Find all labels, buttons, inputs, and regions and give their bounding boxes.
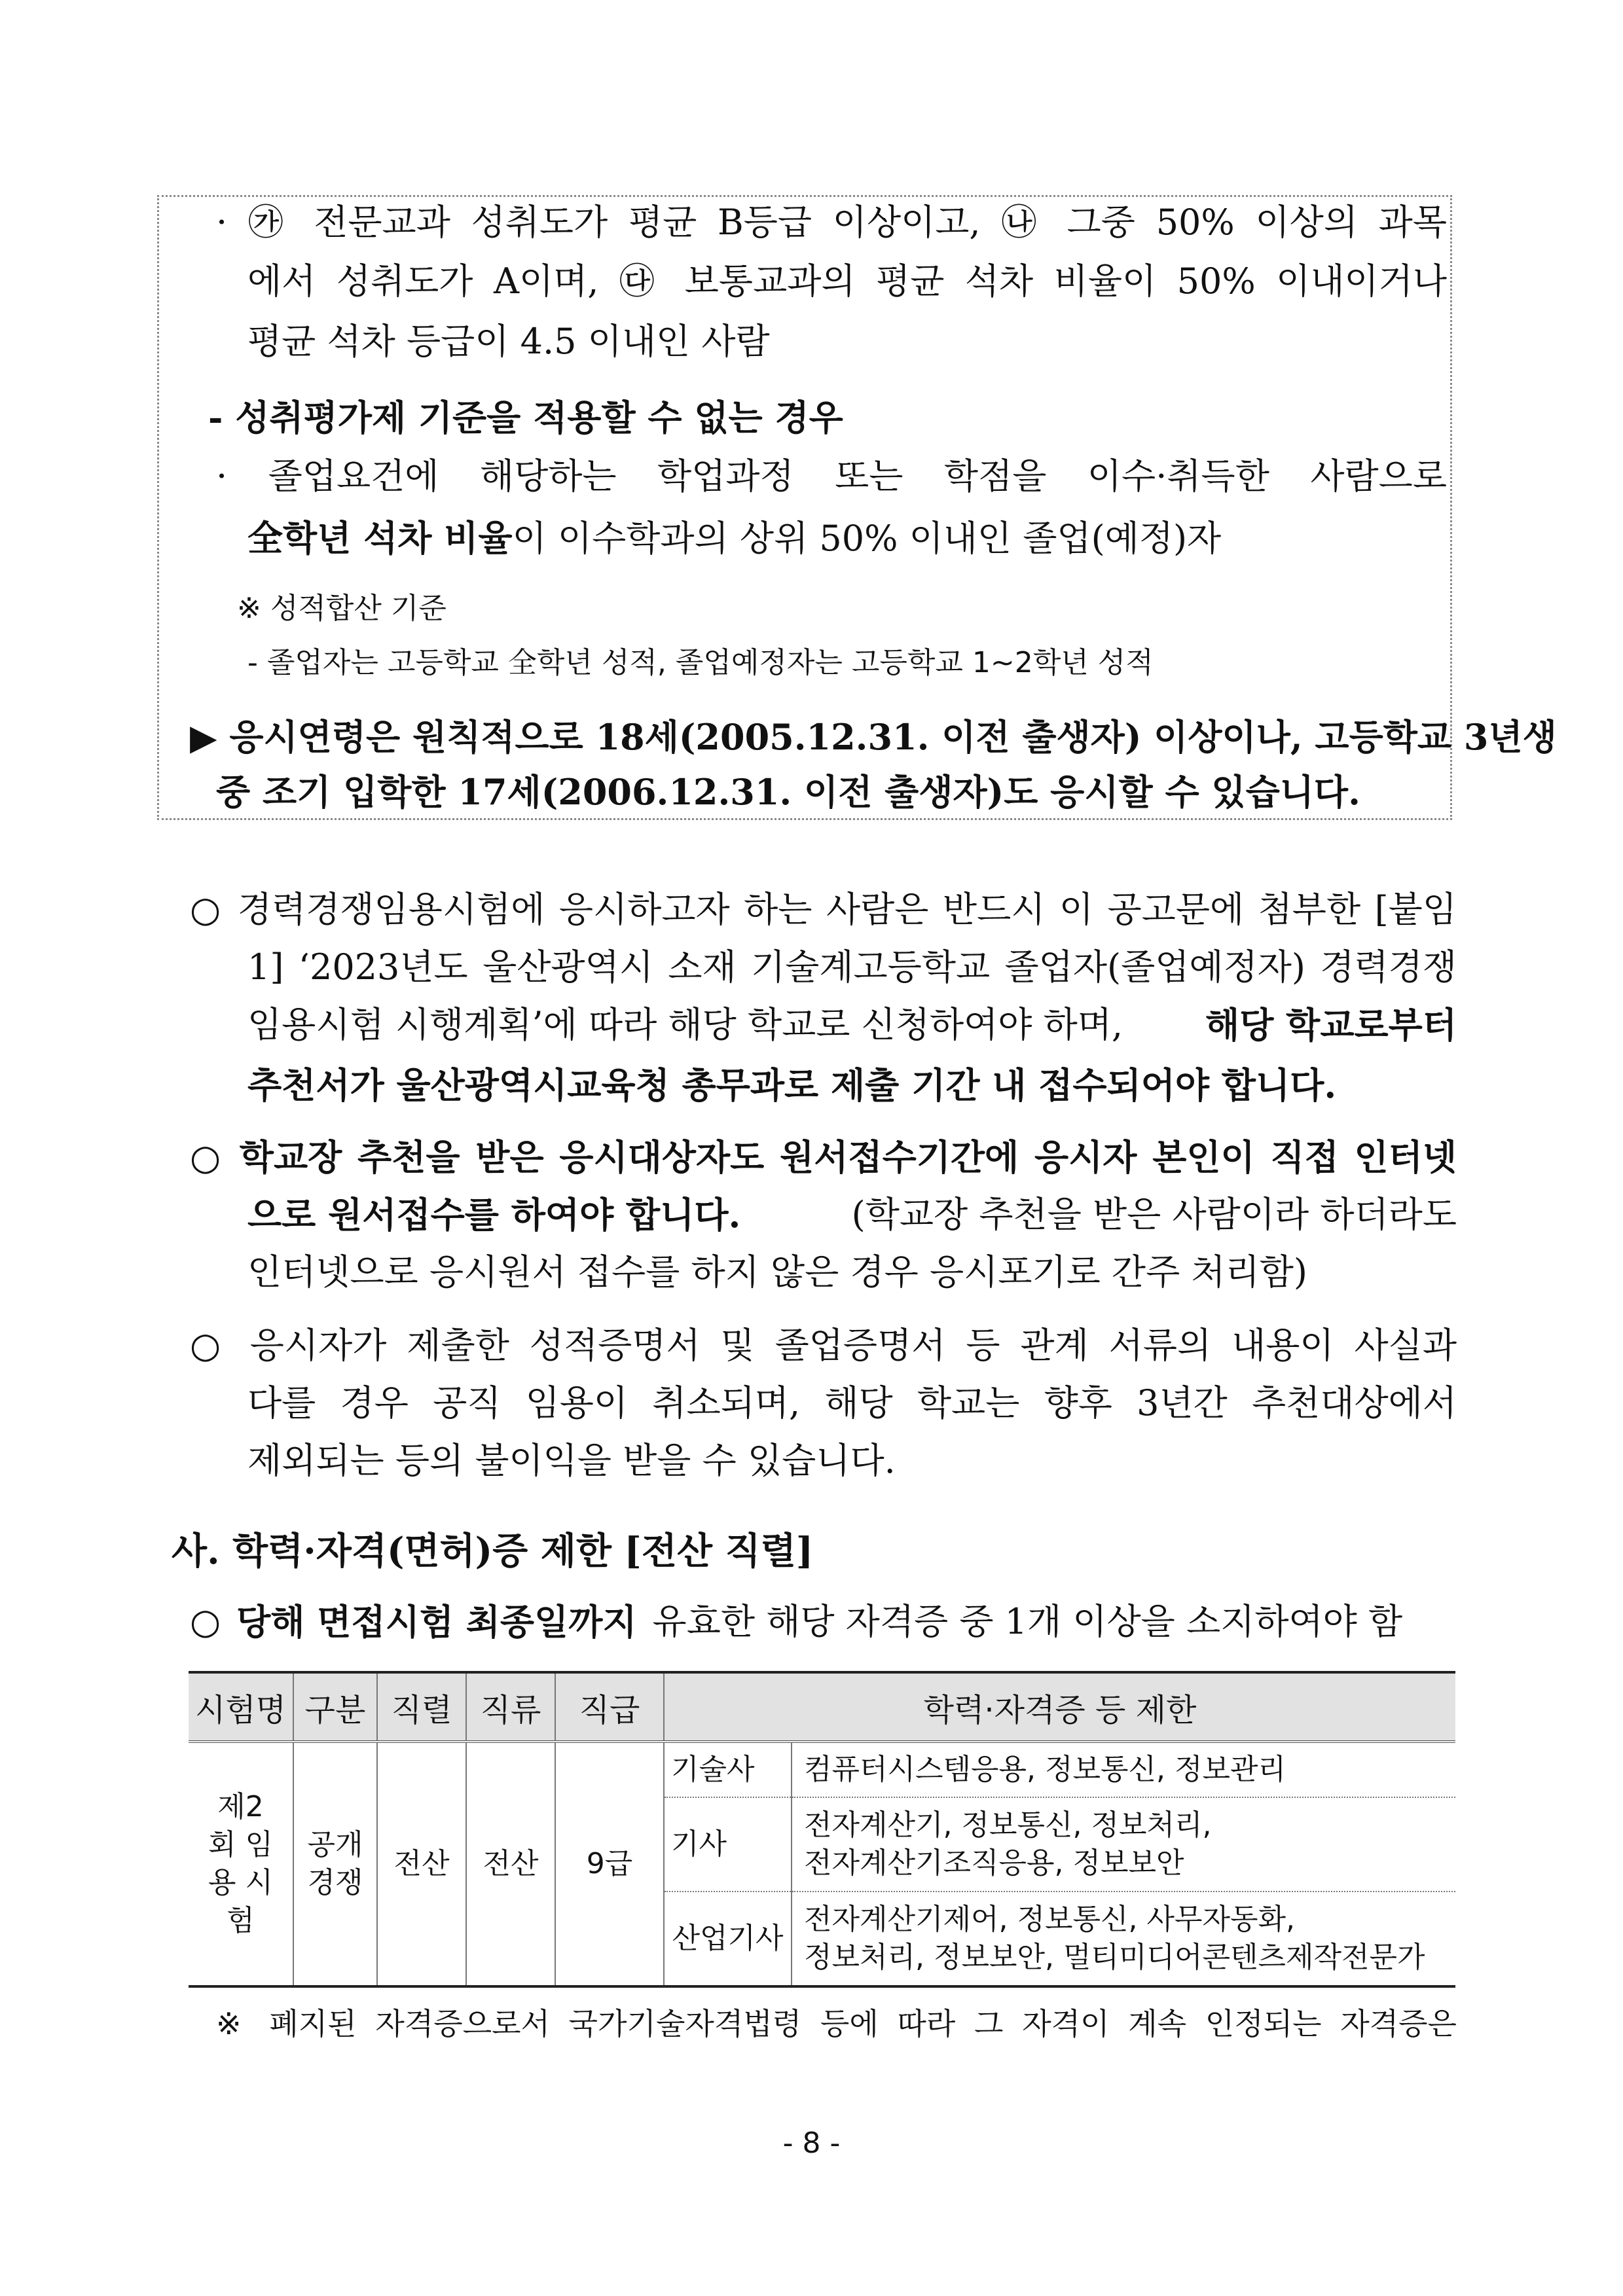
header-restriction: 학력·자격증 등 제한 bbox=[664, 1672, 1455, 1742]
bullet-bold: 당해 면접시험 최종일까지 bbox=[236, 1601, 637, 1643]
p1-line3 bbox=[247, 994, 1457, 1056]
p2-line1: ○ 학교장 추천을 받은 응시대상자도 원서접수기간에 응시자 본인이 직접 인터넷 bbox=[190, 1136, 1457, 1178]
bullet-circle: ○ bbox=[190, 1601, 221, 1642]
cert-line: 컴퓨터시스템응용, 정보통신, 정보관리 bbox=[804, 1753, 1286, 1786]
p1-line3-bold: 해당 학교로부터 bbox=[1205, 1004, 1457, 1046]
item1-line1: · ㉮ 전문교과 성취도가 평균 B등급 이상이고, ㉯ 그중 50% 이상의 과목 bbox=[216, 202, 1447, 243]
p3-line1: ○ 응시자가 제출한 성적증명서 및 졸업증명서 등 관계 서류의 내용이 사실과 bbox=[190, 1325, 1457, 1366]
p2-line2 bbox=[247, 1183, 1457, 1246]
age-line2: 중 조기 입학한 17세(2006.12.31. 이전 출생자)도 응시할 수 있습니다. bbox=[216, 771, 1360, 813]
p2-line3: 인터넷으로 응시원서 접수를 하지 않은 경우 응시포기로 간주 처리함) bbox=[247, 1251, 1307, 1293]
note-title: ※ 성적합산 기준 bbox=[237, 592, 447, 625]
footnote: ※ 폐지된 자격증으로서 국가기술자격법령 등에 따라 그 자격이 계속 인정되는 자격증은 bbox=[216, 2006, 1457, 2041]
cell-type: 공개 경쟁 bbox=[293, 1742, 377, 1986]
cell-grade: 9급 bbox=[555, 1742, 664, 1986]
section-heading: 사. 학력·자격(면허)증 제한 [전산 직렬] bbox=[172, 1530, 814, 1573]
table-header-row bbox=[189, 1672, 1455, 1742]
cell-certs bbox=[792, 1742, 1455, 1797]
cert-line: 전자계산기조직응용, 정보보안 bbox=[804, 1846, 1184, 1880]
p3-line3: 제외되는 등의 불이익을 받을 수 있습니다. bbox=[247, 1440, 896, 1481]
cell-branch: 전산 bbox=[466, 1742, 555, 1986]
p2-line2-plain: (학교장 추천을 받은 사람이라 하더라도 bbox=[851, 1194, 1457, 1235]
cell-certs bbox=[792, 1797, 1455, 1892]
item1-line2: 에서 성취도가 A이며, ㉰ 보통교과의 평균 석차 비율이 50% 이내이거나 bbox=[247, 260, 1447, 302]
p2-line2-bold: 으로 원서접수를 하여야 합니다. bbox=[247, 1194, 741, 1236]
cert-line: 정보처리, 정보보안, 멀티미디어콘텐츠제작전문가 bbox=[804, 1941, 1425, 1974]
header-grade: 직급 bbox=[555, 1672, 664, 1742]
header-branch: 직류 bbox=[466, 1672, 555, 1742]
cell-level: 기술사 bbox=[664, 1742, 792, 1797]
item2-line2 bbox=[247, 507, 1221, 570]
item2-line1: · 졸업요건에 해당하는 학업과정 또는 학점을 이수·취득한 사람으로 bbox=[216, 456, 1447, 497]
note-line: - 졸업자는 고등학교 全학년 성적, 졸업예정자는 고등학교 1~2학년 성적 bbox=[247, 646, 1154, 679]
qualification-table bbox=[189, 1671, 1455, 1988]
p1-line1: ○ 경력경쟁임용시험에 응시하고자 하는 사람은 반드시 이 공고문에 첨부한 [붙임 bbox=[190, 889, 1457, 930]
cell-level: 기사 bbox=[664, 1797, 792, 1892]
p3-line2: 다를 경우 공직 임용이 취소되며, 해당 학교는 향후 3년간 추천대상에서 bbox=[247, 1382, 1457, 1424]
cell-exam: 제2회 임용 시험 bbox=[189, 1742, 293, 1986]
section-bullet bbox=[190, 1590, 1457, 1653]
bullet-rest: 유효한 해당 자격증 중 1개 이상을 소지하여야 함 bbox=[652, 1601, 1403, 1642]
item1-line3: 평균 석차 등급이 4.5 이내인 사람 bbox=[247, 321, 770, 362]
cell-level: 산업기사 bbox=[664, 1892, 792, 1986]
cell-certs bbox=[792, 1892, 1455, 1986]
cell-series: 전산 bbox=[377, 1742, 466, 1986]
p1-line2: 1] ‘2023년도 울산광역시 소재 기술계고등학교 졸업자(졸업예정자) 경력경쟁 bbox=[247, 946, 1457, 988]
cert-line: 전자계산기제어, 정보통신, 사무자동화, bbox=[804, 1903, 1295, 1936]
cert-line: 전자계산기, 정보통신, 정보처리, bbox=[804, 1808, 1212, 1842]
header-exam: 시험명 bbox=[189, 1672, 293, 1742]
header-type: 구분 bbox=[293, 1672, 377, 1742]
p1-line4: 추천서가 울산광역시교육청 총무과로 제출 기간 내 접수되어야 합니다. bbox=[247, 1064, 1337, 1106]
age-line1: ▶ 응시연령은 원칙적으로 18세(2005.12.31. 이전 출생자) 이상이나, 고등학교 3년생 bbox=[190, 716, 1557, 758]
page-number: - 8 - bbox=[782, 2126, 841, 2160]
header-series: 직렬 bbox=[377, 1672, 466, 1742]
item2-rest: 이 이수학과의 상위 50% 이내인 졸업(예정)자 bbox=[512, 518, 1222, 559]
table-row bbox=[189, 1742, 1455, 1797]
item2-bold: 全학년 석차 비율 bbox=[247, 517, 513, 559]
p1-line3-plain: 임용시험 시행계획’에 따라 해당 학교로 신청하여야 하며, bbox=[247, 1004, 1123, 1045]
sub-heading: - 성취평가제 기준을 적용할 수 없는 경우 bbox=[208, 397, 843, 439]
